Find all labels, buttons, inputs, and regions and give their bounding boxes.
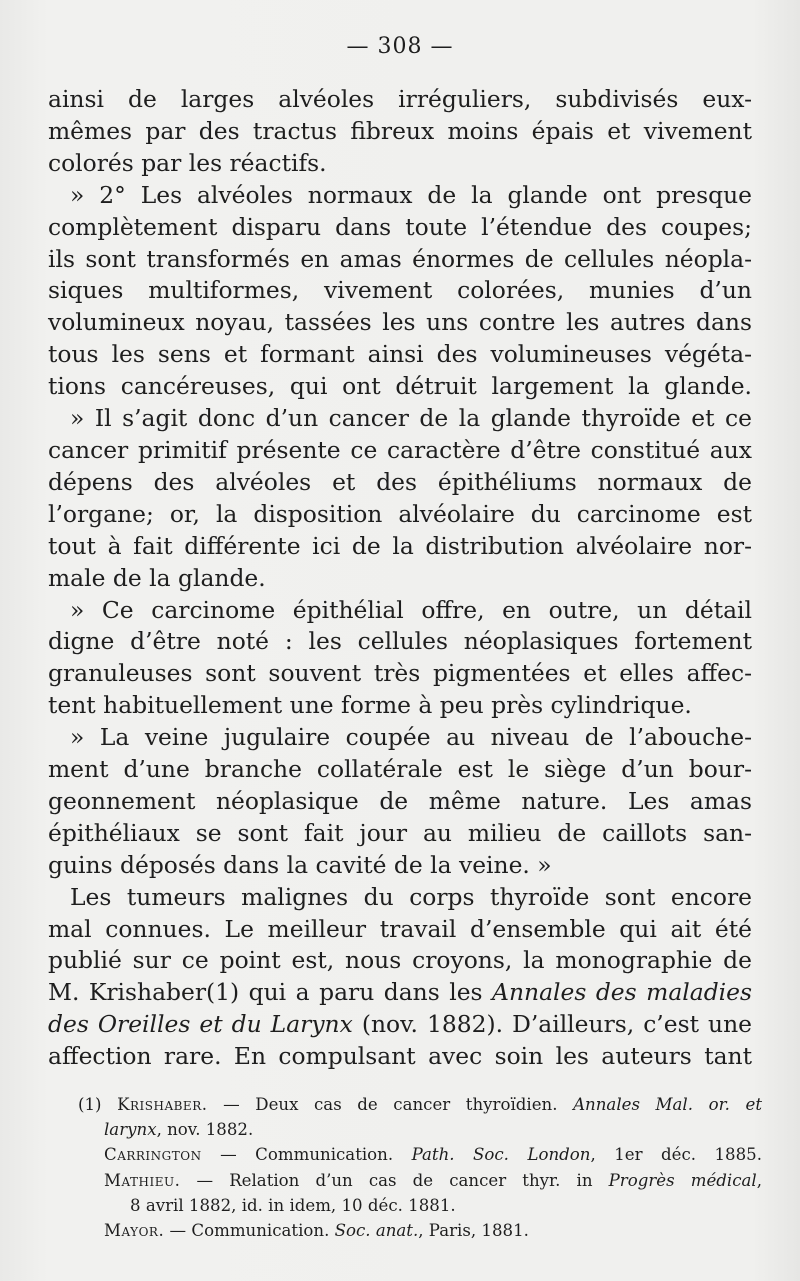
text-line: publié sur ce point est, nous croyons, la monographie de [48,946,752,975]
footnote-text: , Paris, 1881. [418,1221,529,1241]
footnote-author: Mathieu. [104,1170,181,1190]
footnote-line [78,1218,762,1243]
footnote-source: Annales Mal. or. et [573,1095,763,1114]
text-line: tions cancéreuses, qui ont détruit largement la glande. [48,372,752,401]
text-line: l’organe; or, la disposition alvéolaire du carcinome est [48,499,752,528]
page-number: — 308 — [346,34,454,59]
footnote-marker: (1) [78,1095,118,1114]
text-line: ment d’une branche collatérale est le siège d’un bour- [48,755,752,784]
text-line: tous les sens et formant ainsi des volumineuses végéta- [48,340,752,369]
text-line: guins déposés dans la cavité de la veine. » [48,850,552,879]
text-span: M. Krishaber(1) qui a paru dans les [48,978,493,1007]
text-line: tent habituellement une forme à peu près cylindrique. [48,691,692,720]
footnote-author: Mayor. [104,1221,165,1241]
text-line: complètement disparu dans toute l’étendue des coupes; [48,212,752,241]
footnote-text: , [756,1170,762,1190]
footnote-text: — Communication. [164,1221,335,1241]
footnote-text: — Relation d’un cas de cancer thyr. in [180,1170,609,1190]
footnote-line [78,1117,762,1142]
footnote-line [78,1092,762,1117]
footnote-line: 8 avril 1882, id. in idem, 10 déc. 1881. [130,1195,456,1215]
text-line: dépens des alvéoles et des épithéliums normaux de [48,467,752,496]
body-text [48,84,752,1073]
footnote-line [78,1142,762,1167]
footnote-text: , nov. 1882. [156,1120,254,1140]
footnote-author: Carrington [104,1145,202,1165]
footnotes [78,1092,762,1243]
text-line: volumineux noyau, tassées les uns contre les autres dans [48,308,752,337]
footnote-text: , 1er déc. 1885. [590,1145,762,1165]
text-line: Les tumeurs malignes du corps thyroïde sont encore [70,882,752,911]
text-line [48,1009,752,1041]
text-line: colorés par les réactifs. [48,148,327,177]
text-line: mêmes par des tractus fibreux moins épais et vivement [48,116,752,145]
text-line: tout à fait différente ici de la distribution alvéolaire nor- [48,531,752,560]
text-line: » La veine jugulaire coupée au niveau de l’abouche- [70,723,752,752]
text-line: » Il s’agit donc d’un cancer de la glande thyroïde et ce [70,404,752,433]
footnote-source: Progrès médical [608,1170,757,1190]
text-line [48,977,752,1009]
text-line: cancer primitif présente ce caractère d’être constitué aux [48,435,752,464]
text-line: épithéliaux se sont fait jour au milieu de caillots san- [48,818,752,847]
text-line: granuleuses sont souvent très pigmentées et elles affec- [48,659,752,688]
text-line: mal connues. Le meilleur travail d’ensemble qui ait été [48,914,752,943]
footnote-text: — Deux cas de cancer thyroïdien. [207,1095,574,1114]
text-line: ainsi de larges alvéoles irréguliers, subdivisés eux- [48,85,752,113]
text-line: digne d’être noté : les cellules néoplasiques fortement [48,627,752,656]
text-line: siques multiformes, vivement colorées, munies d’un [48,276,752,305]
text-line: male de la glande. [48,563,266,592]
journal-title: Annales des maladies [492,978,752,1007]
text-line: » 2° Les alvéoles normaux de la glande ont presque [70,180,752,209]
footnote-source: Soc. anat. [334,1221,419,1241]
text-line: » Ce carcinome épithélial offre, en outre, un détail [70,595,752,624]
footnote-author: Krishaber. [117,1095,208,1114]
footnote-text: — Communication. [201,1145,412,1165]
text-span: (nov. 1882). D’ailleurs, c’est une [352,1010,752,1039]
journal-title: des Oreilles et du Larynx [48,1010,353,1039]
text-line: ils sont transformés en amas énormes de cellules néopla- [48,244,752,273]
text-line: geonnement néoplasique de même nature. Les amas [48,786,752,815]
footnote-line [78,1168,762,1193]
text-line: affection rare. En compulsant avec soin les auteurs tant [48,1042,752,1071]
footnote-source: Path. Soc. London [411,1145,591,1165]
footnote-source: larynx [104,1120,157,1140]
